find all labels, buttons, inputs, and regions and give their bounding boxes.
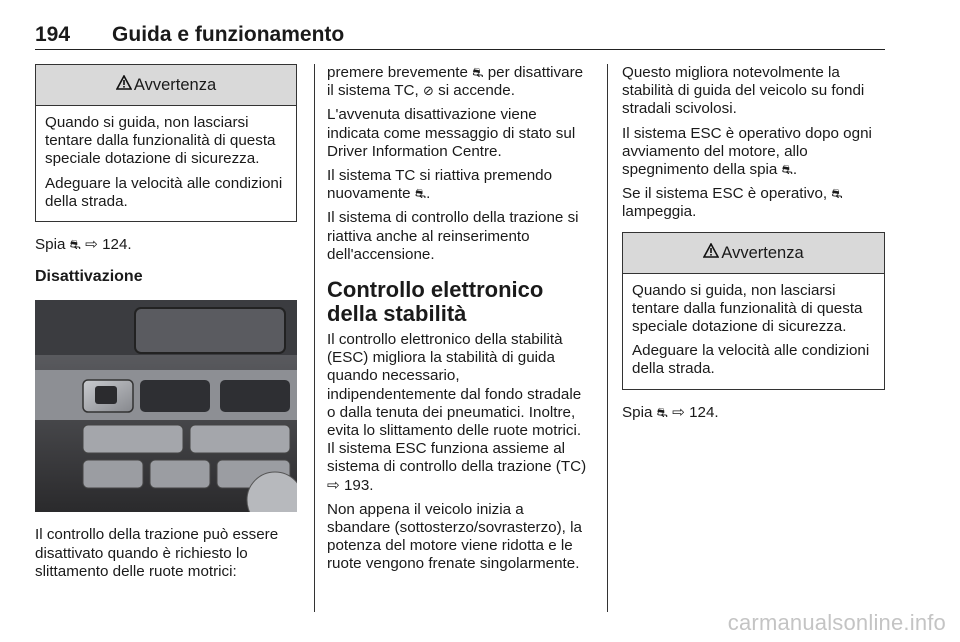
page-header <box>35 22 885 50</box>
warning-box <box>622 232 885 390</box>
warning-text: Adeguare la velocità alle condizioni della strada. <box>632 342 870 378</box>
body-paragraph: Il sistema TC si riattiva premendo nuovamente ⛐. <box>327 167 553 203</box>
page-number: 194 <box>35 23 71 46</box>
column-1 <box>35 64 297 587</box>
warning-title <box>623 233 884 274</box>
body-paragraph: L'avvenuta disattivazione viene indicata come messaggio di stato sul Driver Information Centre. <box>327 106 576 160</box>
lamp-reference: Spia ⛐ ⇨ 124. <box>622 403 719 421</box>
body-paragraph: Non appena il veicolo inizia a sbandare (sottosterzo/sovrasterzo), la potenza del motore viene ridotta e le ruote vengono frenate singolarmente. <box>327 500 582 573</box>
body-paragraph: Il sistema di controllo della trazione si riattiva anche al reinserimento dell'accensione. <box>327 209 579 263</box>
skidding-car-icon: ⛐ <box>472 65 484 80</box>
body-paragraph: Questo migliora notevolmente la stabilità di guida del veicolo su fondi stradali scivolosi. <box>622 64 865 118</box>
body-paragraph: premere brevemente ⛐ per disattivare il sistema TC, ⊘ si accende. <box>327 64 584 100</box>
skidding-car-icon: ⛐ <box>656 404 668 420</box>
skidding-car-icon: ⛐ <box>781 162 793 178</box>
warning-title-text: Avvertenza <box>133 75 217 94</box>
body-paragraph: Se il sistema ESC è operativo, ⛐ lampeggia. <box>622 185 843 221</box>
skidding-car-icon: ⛐ <box>69 237 81 253</box>
column-divider <box>314 64 315 612</box>
page-reference-arrow-icon: ⇨ <box>327 476 340 494</box>
lamp-reference: Spia ⛐ ⇨ 124. <box>35 236 132 254</box>
section-heading: Disattivazione <box>35 268 143 286</box>
column-2 <box>327 64 590 580</box>
skidding-car-icon: ⛐ <box>414 186 427 202</box>
body-paragraph: Il controllo della trazione può essere disattivato quando è richiesto lo slittamento delle ruote motrici: <box>35 526 279 580</box>
warning-triangle-icon <box>116 75 132 94</box>
column-divider <box>607 64 608 612</box>
warning-text: Quando si guida, non lasciarsi tentare dalla funzionalità di questa speciale dotazione di sicurezza. <box>45 114 276 168</box>
warning-text: Adeguare la velocità alle condizioni della strada. <box>45 174 283 210</box>
tcs-off-button-photo <box>35 300 297 512</box>
page-reference-arrow-icon: ⇨ <box>672 403 685 421</box>
page-reference-arrow-icon: ⇨ <box>85 236 98 254</box>
tc-off-icon: ⊘ <box>422 83 434 99</box>
warning-title <box>36 65 296 106</box>
section-title: Guida e funzionamento <box>112 23 345 46</box>
column-3 <box>622 64 885 428</box>
watermark: carmanualsonline.info <box>727 610 946 635</box>
body-paragraph: Il controllo elettronico della stabilità (ESC) migliora la stabilità di guida quando necessario, indipendentemente dal fondo stradale o dalla tenuta dei pneumatici. Inoltre, evita lo slittamento delle ruote motrici. Il sistema ESC funziona assieme al sistema di controllo della trazione (TC) ⇨ 193. <box>327 331 587 494</box>
warning-title-text: Avvertenza <box>721 243 804 262</box>
body-paragraph: Il sistema ESC è operativo dopo ogni avviamento del motore, allo spegnimento della spia ⛐. <box>622 124 872 179</box>
section-heading: Controllo elettronico della stabilità <box>327 277 544 327</box>
skidding-car-icon: ⛐ <box>831 186 843 202</box>
warning-triangle-icon <box>703 243 719 262</box>
warning-box <box>35 64 297 222</box>
warning-text: Quando si guida, non lasciarsi tentare dalla funzionalità di questa speciale dotazione di sicurezza. <box>632 281 863 336</box>
